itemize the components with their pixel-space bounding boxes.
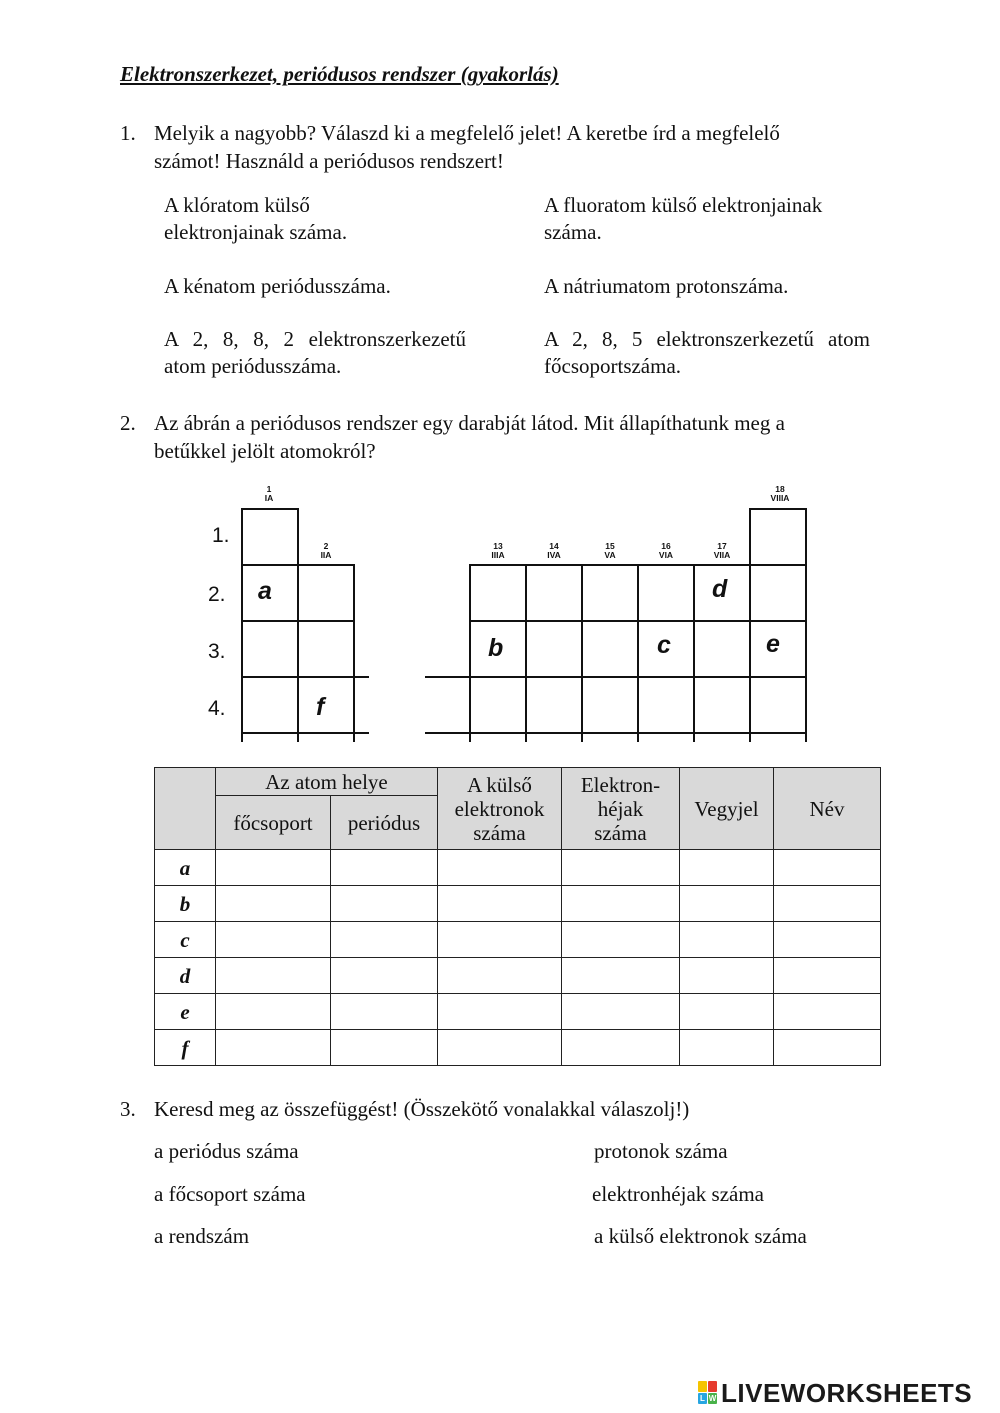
cell-p2-g15 — [581, 564, 639, 622]
answer-cell-period[interactable] — [331, 922, 438, 958]
header-period: periódus — [331, 796, 438, 850]
table-continue-line — [241, 732, 243, 742]
answer-cell-group[interactable] — [216, 850, 331, 886]
answer-cell-symbol[interactable] — [680, 922, 774, 958]
answer-cell-period[interactable] — [331, 850, 438, 886]
answer-cell-period[interactable] — [331, 886, 438, 922]
q1-pair1-left-line1: A klóratom külső — [164, 193, 310, 217]
answer-cell-outer[interactable] — [438, 958, 562, 994]
answer-cell-name[interactable] — [774, 994, 881, 1030]
table-continue-line — [297, 732, 299, 742]
row-label-a: a — [155, 850, 216, 886]
answer-cell-name[interactable] — [774, 958, 881, 994]
row-label-d: d — [155, 958, 216, 994]
answer-cell-name[interactable] — [774, 850, 881, 886]
cell-p2-g14 — [525, 564, 583, 622]
answer-cell-shells[interactable] — [562, 1030, 680, 1066]
header-symbol: Vegyjel — [680, 768, 774, 850]
q1-line2: számot! Használd a periódusos rendszert! — [154, 149, 504, 173]
element-letter-b: b — [488, 634, 504, 662]
answer-cell-group[interactable] — [216, 922, 331, 958]
group-header-2: 2 IIA — [320, 541, 332, 560]
cell-p3-g14 — [525, 620, 583, 678]
answer-cell-shells[interactable] — [562, 994, 680, 1030]
cell-p4-g2 — [297, 676, 355, 734]
table-row — [155, 886, 881, 922]
answer-cell-group[interactable] — [216, 994, 331, 1030]
element-letter-d: d — [712, 575, 728, 603]
row-label-b: b — [155, 886, 216, 922]
q2-number: 2. — [120, 411, 136, 435]
answer-cell-outer[interactable] — [438, 886, 562, 922]
period-label-3: 3. — [208, 640, 226, 663]
answer-cell-period[interactable] — [331, 958, 438, 994]
table-row — [155, 994, 881, 1030]
table-continue-line — [581, 732, 583, 742]
cell-p2-g16 — [637, 564, 695, 622]
answer-cell-shells[interactable] — [562, 886, 680, 922]
element-letter-a: a — [258, 577, 272, 605]
q1-pair3-left-line1: A 2, 8, 8, 2 elektronszerkezetű — [164, 327, 466, 351]
answer-cell-name[interactable] — [774, 1030, 881, 1066]
cell-p3-g15 — [581, 620, 639, 678]
group-header-14: 14 IVA — [547, 541, 561, 560]
cell-p4-g14 — [525, 676, 583, 734]
table-continue-line — [425, 676, 469, 678]
q3-number: 3. — [120, 1097, 136, 1121]
answer-cell-shells[interactable] — [562, 850, 680, 886]
q1-pair1-left-line2: elektronjainak száma. — [164, 220, 348, 244]
answer-cell-group[interactable] — [216, 886, 331, 922]
q1-pair2-left: A kénatom periódusszáma. — [164, 274, 391, 298]
cell-p4-g13 — [469, 676, 527, 734]
group-header-18: 18 VIIIA — [770, 484, 790, 503]
answer-cell-symbol[interactable] — [680, 958, 774, 994]
liveworksheets-logo-icon: L W — [698, 1381, 718, 1405]
q3-right-item-2[interactable]: elektronhéjak száma — [592, 1182, 764, 1206]
cell-p3-g17 — [693, 620, 751, 678]
q1-pair2-right: A nátriumatom protonszáma. — [544, 274, 789, 298]
cell-p4-g18 — [749, 676, 807, 734]
group-header-17: 17 VIIA — [713, 541, 731, 560]
table-row — [155, 958, 881, 994]
table-row — [155, 850, 881, 886]
cell-p4-g16 — [637, 676, 695, 734]
corner-cell — [155, 768, 216, 850]
cell-p1-g1 — [241, 508, 299, 566]
answer-cell-outer[interactable] — [438, 850, 562, 886]
q1-line1: Melyik a nagyobb? Válaszd ki a megfelelő jelet! A keretbe írd a megfelelő — [154, 121, 780, 145]
period-label-2: 2. — [208, 583, 226, 606]
row-label-f: f — [155, 1030, 216, 1066]
table-row — [155, 1030, 881, 1066]
answer-cell-name[interactable] — [774, 922, 881, 958]
q3-left-item-1[interactable]: a periódus száma — [154, 1139, 299, 1163]
cell-p4-g15 — [581, 676, 639, 734]
q2-line1: Az ábrán a periódusos rendszer egy darabját látod. Mit állapíthatunk meg a — [154, 411, 785, 435]
table-continue-line — [425, 732, 469, 734]
q1-pair1-right-line2: száma. — [544, 220, 602, 244]
period-label-4: 4. — [208, 697, 226, 720]
q3-text: Keresd meg az összefüggést! (Összekötő vonalakkal válaszolj!) — [154, 1097, 690, 1121]
table-continue-line — [637, 732, 639, 742]
element-letter-f: f — [316, 693, 325, 721]
element-letter-e: e — [766, 630, 780, 658]
answer-cell-symbol[interactable] — [680, 850, 774, 886]
cell-p4-g17 — [693, 676, 751, 734]
header-atom-place: Az atom helye — [216, 768, 438, 796]
table-continue-line — [805, 732, 807, 742]
answer-cell-shells[interactable] — [562, 922, 680, 958]
table-row — [155, 922, 881, 958]
answer-cell-name[interactable] — [774, 886, 881, 922]
cell-p4-g1 — [241, 676, 299, 734]
row-label-e: e — [155, 994, 216, 1030]
q3-left-item-2[interactable]: a főcsoport száma — [154, 1182, 306, 1206]
table-continue-line — [749, 732, 751, 742]
cell-p3-g1 — [241, 620, 299, 678]
header-outer-electrons: A külső elektronok száma — [438, 768, 562, 850]
q1-number: 1. — [120, 121, 136, 145]
answer-cell-symbol[interactable] — [680, 1030, 774, 1066]
table-continue-line — [469, 732, 471, 742]
answer-cell-group[interactable] — [216, 958, 331, 994]
header-name: Név — [774, 768, 881, 850]
q1-pair1-right-line1: A fluoratom külső elektronjainak — [544, 193, 823, 217]
header-shell-count: Elektron- héjak száma — [562, 768, 680, 850]
q2-line2: betűkkel jelölt atomokról? — [154, 439, 376, 463]
cell-p2-g13 — [469, 564, 527, 622]
answer-cell-symbol[interactable] — [680, 886, 774, 922]
liveworksheets-logo-text: LIVEWORKSHEETS — [721, 1378, 973, 1408]
q1-pair3-left-line2: atom periódusszáma. — [164, 354, 342, 378]
group-header-15: 15 VA — [604, 541, 616, 560]
header-group: főcsoport — [216, 796, 331, 850]
q3-left-item-3[interactable]: a rendszám — [154, 1224, 250, 1248]
q1-pair3-right-line2: főcsoportszáma. — [544, 354, 682, 378]
cell-p2-g18 — [749, 564, 807, 622]
group-header-13: 13 IIIA — [491, 541, 505, 560]
q1-pair3-right-line1: A 2, 8, 5 elektronszerkezetű atom — [544, 327, 870, 351]
answer-table — [154, 767, 881, 1066]
answer-cell-outer[interactable] — [438, 922, 562, 958]
table-continue-line — [525, 732, 527, 742]
table-continue-line — [353, 676, 369, 678]
cell-p2-g2 — [297, 564, 355, 622]
cell-p1-g18 — [749, 508, 807, 566]
period-label-1: 1. — [212, 524, 230, 547]
answer-cell-shells[interactable] — [562, 958, 680, 994]
q3-right-item-3[interactable]: a külső elektronok száma — [594, 1224, 807, 1248]
answer-cell-symbol[interactable] — [680, 994, 774, 1030]
element-letter-c: c — [657, 631, 671, 659]
group-header-16: 16 VIA — [658, 541, 674, 560]
answer-cell-outer[interactable] — [438, 1030, 562, 1066]
row-label-c: c — [155, 922, 216, 958]
page-title: Elektronszerkezet, periódusos rendszer (gyakorlás) — [120, 62, 559, 86]
answer-cell-period[interactable] — [331, 1030, 438, 1066]
group-header-1: 1 IA — [264, 484, 274, 503]
answer-cell-outer[interactable] — [438, 994, 562, 1030]
table-continue-line — [353, 732, 369, 734]
q3-right-item-1[interactable]: protonok száma — [594, 1139, 728, 1163]
answer-cell-group[interactable] — [216, 1030, 331, 1066]
answer-cell-period[interactable] — [331, 994, 438, 1030]
table-continue-line — [693, 732, 695, 742]
periodic-table-fragment — [200, 480, 820, 745]
cell-p3-g2 — [297, 620, 355, 678]
